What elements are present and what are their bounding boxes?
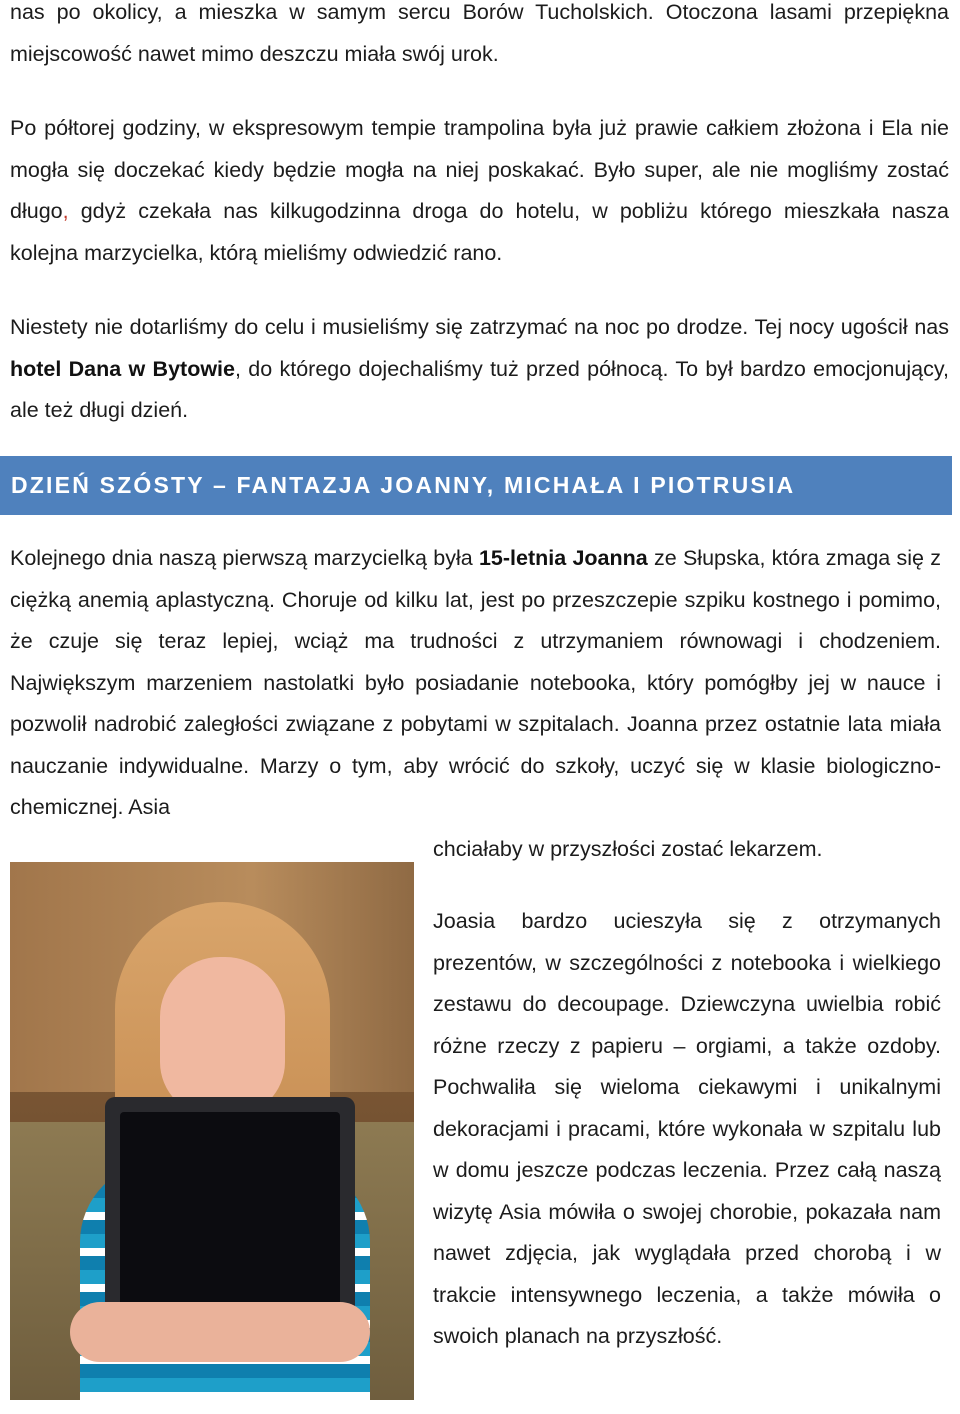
photo-girl-with-laptop — [10, 862, 414, 1400]
intro-paragraph-2-text-b: gdyż czekała nas kilkugodzinna droga do hotelu, w pobliżu którego mieszkała nasza kolejna marzycielka, którą mieliśmy odwiedzić rano. — [10, 199, 949, 265]
intro-paragraph-1 — [10, 0, 949, 75]
section-title: DZIEŃ SZÓSTY – FANTAZJA JOANNY, MICHAŁA I PIOTRUSIA — [11, 472, 796, 498]
section-header — [0, 456, 952, 515]
story-paragraph-1 — [10, 538, 941, 829]
intro-paragraph-2 — [10, 108, 949, 274]
photo-laptop-screen — [120, 1112, 340, 1307]
intro-paragraph-3 — [10, 307, 949, 432]
photo-face — [160, 957, 285, 1117]
story-paragraph-1-text-b: ze Słupska, która zmaga się z ciężką anemią aplastyczną. Choruje od kilku lat, jest po przeszczepie szpiku kostnego i pomimo, że czuje się teraz lepiej, wciąż ma trudności z utrzymaniem równowagi i chodzeniem. Największym marzeniem nastolatki było posiadanie notebooka, który pomógłby jej w nauce i pozwolił nadrobić zaległości związane z pobytami w szpitalach. Joanna przez ostatnie lata miała nauczanie indywidualne. Marzy o tym, aby wrócić do szkoły, uczyć się w klasie biologiczno-chemicznej. Asia — [10, 546, 941, 819]
story-paragraph-1-last-line-text: chciałaby w przyszłości zostać lekarzem. — [433, 836, 823, 861]
hotel-name: hotel Dana w Bytowie — [10, 356, 235, 381]
story-paragraph-2-text: Joasia bardzo ucieszyła się z otrzymanych prezentów, w szczególności z notebooka i wielkiego zestawu do decoupage. Dziewczyna uwielbia robić różne rzeczy z papieru – orgiami, a także ozdoby. Pochwaliła się wieloma ciekawymi i unikalnymi dekoracjami i pracami, które wykonała w szpitalu lub w domu jeszcze podczas leczenia. Przez całą naszą wizytę Asia mówiła o swojej chorobie, pokazała nam nawet zdjęcia, jak wyglądała przed chorobą i w trakcie intensywnego leczenia, a także mówiła o swoich planach na przyszłość. — [433, 909, 941, 1348]
photo-arm — [70, 1302, 370, 1362]
intro-paragraph-1-text: nas po okolicy, a mieszka w samym sercu Borów Tucholskich. Otoczona lasami przepiękna miejscowość nawet mimo deszczu miała swój urok. — [10, 0, 949, 66]
dreamer-name: 15-letnia Joanna — [478, 546, 648, 570]
intro-paragraph-2-text-a: Po półtorej godziny, w ekspresowym tempie trampolina była już prawie całkiem złożona i Ela nie mogła się doczekać kiedy będzie mogła na niej poskakać. Było super, ale nie mogliśmy zostać długo — [10, 116, 949, 223]
story-paragraph-1-text-a: Kolejnego dnia naszą pierwszą marzycielką była — [10, 546, 479, 570]
intro-paragraph-3-text-b: , do którego dojechaliśmy tuż przed północą. To był bardzo emocjonujący, ale też długi dzień. — [10, 356, 950, 422]
highlighted-comma: , — [62, 199, 69, 223]
intro-paragraph-3-text-a: Niestety nie dotarliśmy do celu i musieliśmy się zatrzymać na noc po drodze. Tej nocy ugościł nas — [10, 315, 949, 339]
